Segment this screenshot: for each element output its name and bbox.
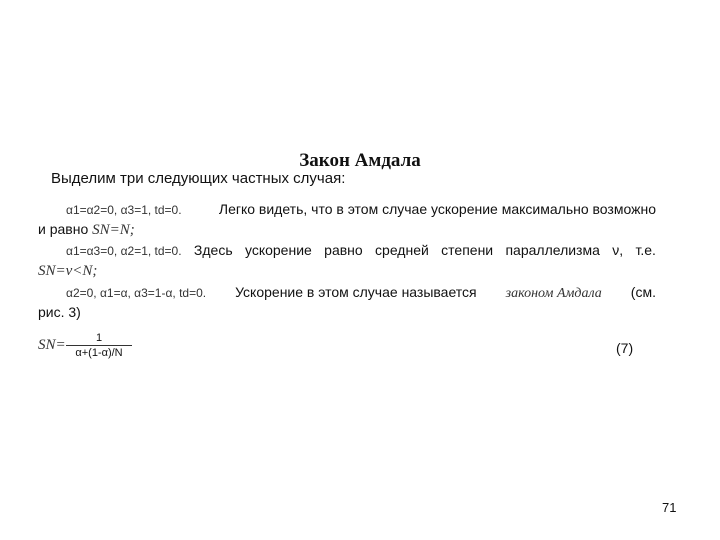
case3-text: Ускорение в этом случае называется: [235, 284, 477, 300]
case1-continuation: [38, 221, 135, 239]
equation-lhs: SN=: [38, 337, 66, 353]
case3-line: [66, 284, 656, 302]
slide-title: Закон Амдала: [299, 150, 421, 171]
fraction-numerator: 1: [66, 332, 132, 346]
case3-continuation: рис. 3): [38, 304, 81, 320]
case2-word: степени: [441, 242, 494, 258]
intro-text: Выделим три следующих частных случая:: [51, 170, 346, 187]
case3-condition: α2=0, α1=α, α3=1-α, td=0.: [66, 286, 207, 300]
case2-word: ν,: [612, 242, 624, 258]
case2-formula: SN=ν<N;: [38, 263, 98, 279]
case3-tail: (см.: [630, 284, 656, 300]
equation-number: (7): [616, 340, 634, 356]
case1-line: [66, 201, 656, 217]
case2-continuation: [38, 262, 97, 280]
case2-condition: α1=α3=0, α2=1, td=0.: [66, 244, 182, 258]
case2-word: ускорение: [244, 242, 312, 258]
case1-condition: α1=α2=0, α3=1, td=0.: [66, 203, 182, 217]
fraction-denominator: α+(1-α)/N: [75, 347, 123, 359]
case3-law-name: законом Амдала: [505, 286, 602, 301]
case1-text: Легко видеть, что в этом случае ускорение максимально возможно: [218, 201, 656, 217]
case2-word: параллелизма: [505, 242, 600, 258]
case2-word: равно: [324, 242, 363, 258]
case1-prefix: и равно: [38, 221, 89, 237]
page-number: 71: [662, 500, 677, 515]
case2-word: средней: [375, 242, 429, 258]
case2-line: [66, 242, 656, 258]
case1-formula: SN=N;: [92, 222, 135, 238]
case2-word: т.е.: [635, 242, 656, 258]
case2-word: Здесь: [193, 242, 233, 258]
equation-fraction: [66, 332, 132, 359]
